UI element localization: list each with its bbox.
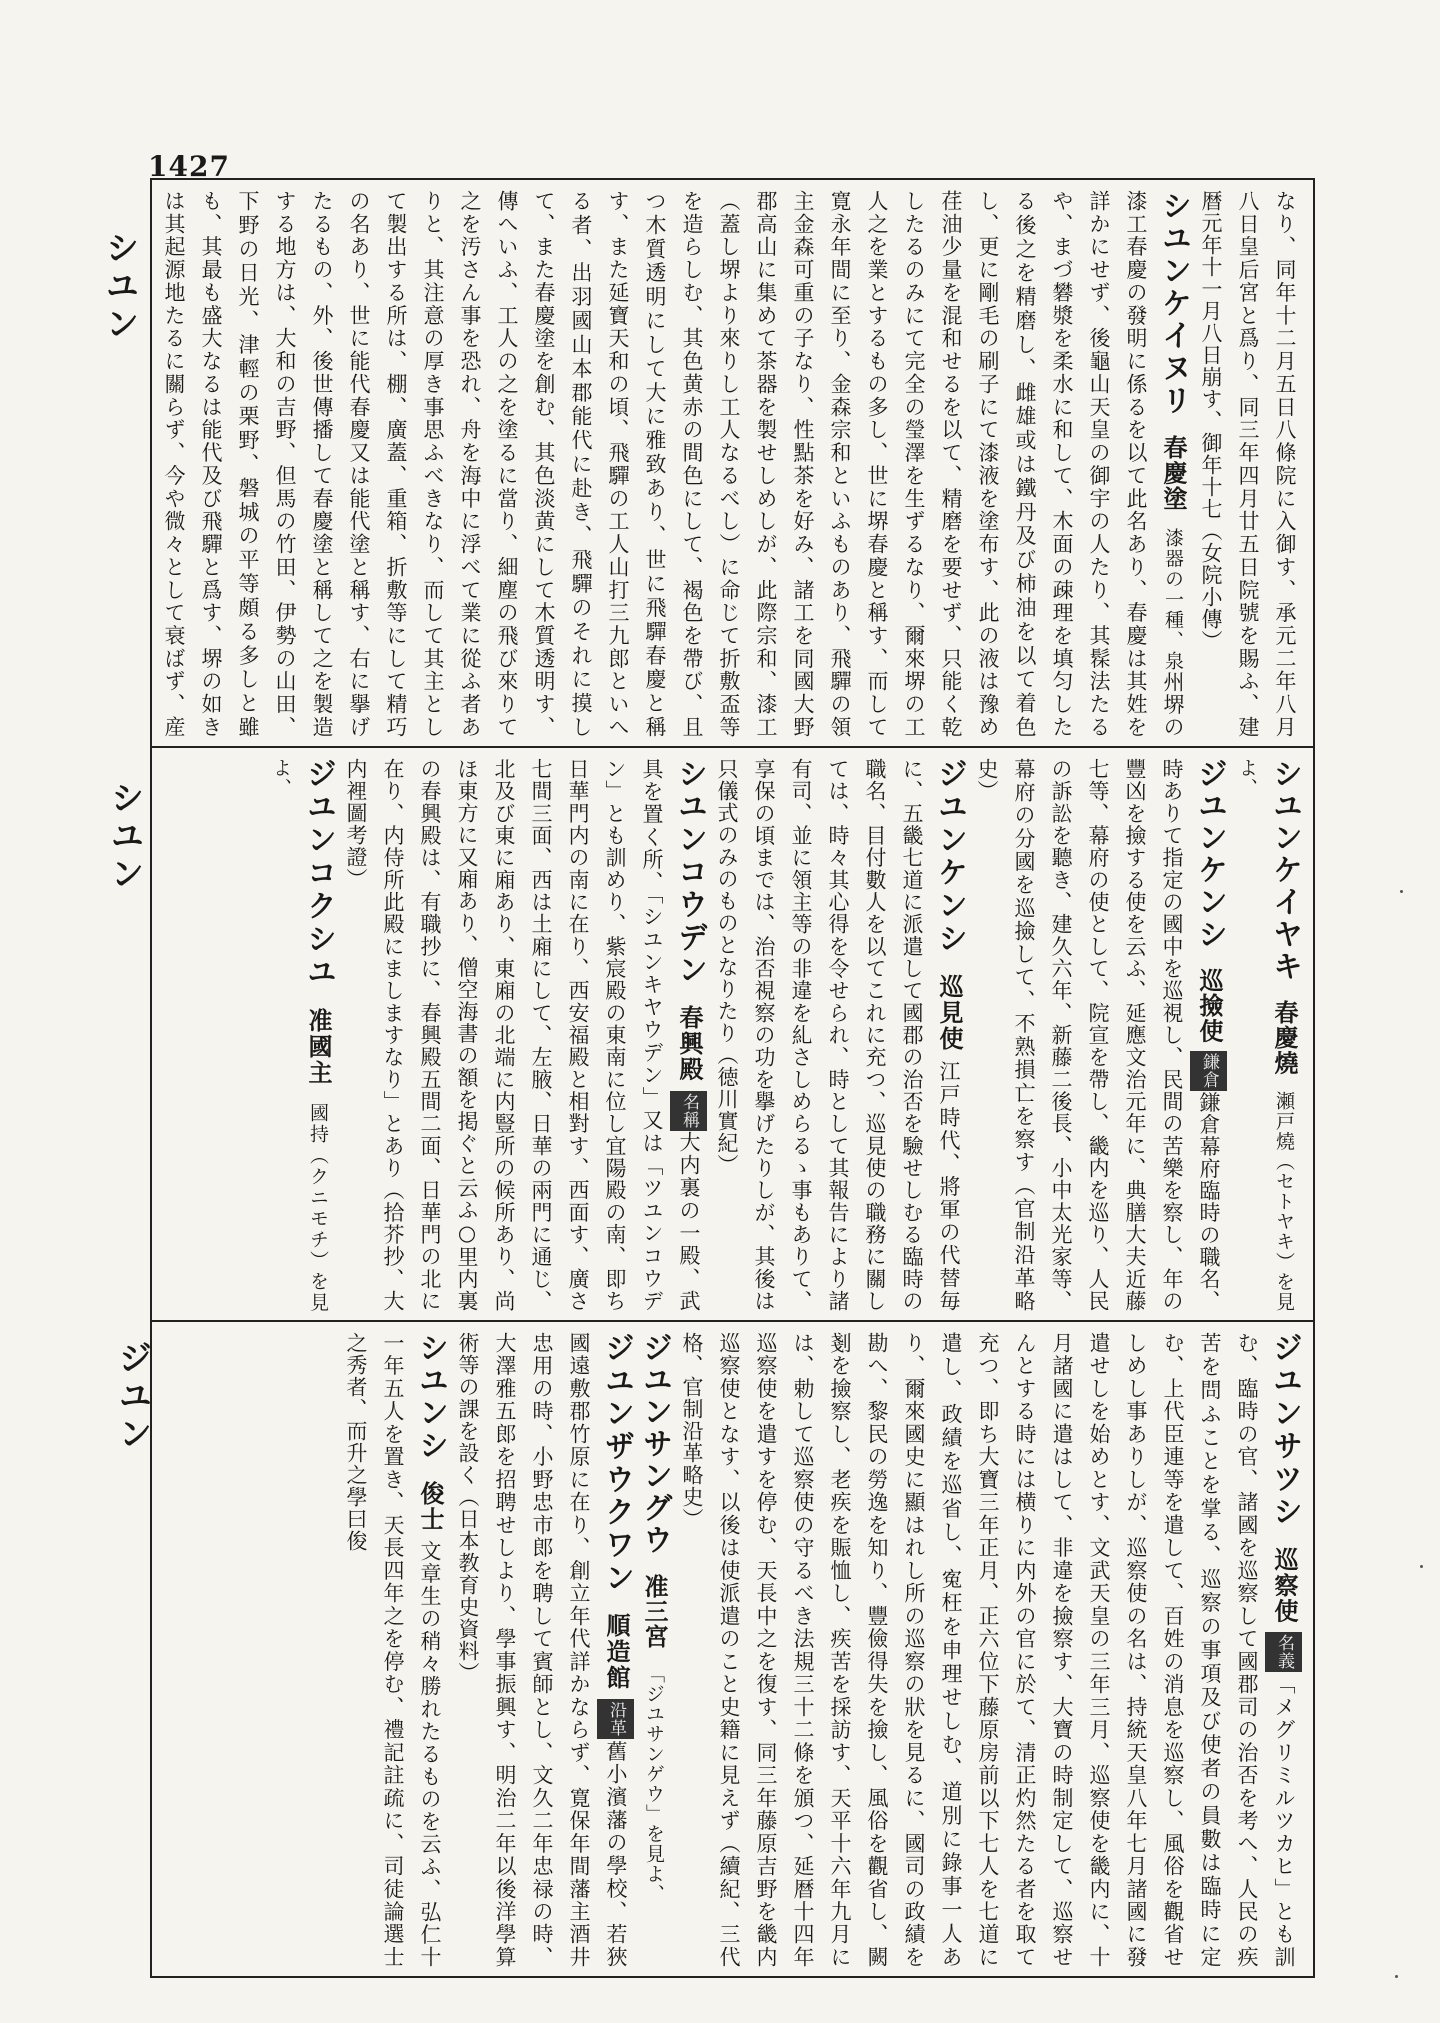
entry-reading: 國持（クニモチ）を見よ、 <box>270 758 329 1312</box>
entry-kanji: 春慶燒 <box>1270 1000 1299 1076</box>
entry-junzoukan <box>449 1332 635 1968</box>
tier-top-columns <box>162 190 1303 738</box>
entry-headword: ジユンサツシ <box>1267 1332 1302 1529</box>
entry-kanji: 順造館 <box>602 1613 631 1691</box>
entry-text: 州堺の漆工春慶の發明に係るを以て此名あり、春慶は其姓を詳かにせず、後龜山天皇の御宇の人たり、其髹法たるや、まづ礬漿を柔水に和して、木面の疎理を填匀したる後之を精磨し、雌雄或は鐵丹及び柿油を以て着色し、更に剛毛の刷子にて漆液を塗布す、此の液は豫め荏油少量を混和せるを以て、精磨を要せず、只能く乾したるのみにて完全の瑩澤を生ずるなり、爾來堺の工人之を業とするもの多し、世に堺春慶と稱す、而して寛永年間に至り、金森宗和といふものあり、飛驒の領主金森可重の子なり、性點茶を好み、諸工を同國大野郡高山に集めて茶器を製せしめしが、此際宗和、漆工（蓋し堺より來りし工人なるべし）に命じて折敷盃等を造らしむ、其色黄赤の間色にして、褐色を帶び、且つ木質透明にして大に雅致あり、世に飛驒春慶と稱す、また延寶天和の頃、飛驒の工人山打三九郎といへる者、出羽國山本郡能代に赴き、飛驒のそれに摸して、また春慶塗を創む、其色淡黄にして木質透明す、傳へいふ、工人の之を塗るに當り、細塵の飛び來りて之を汚さん事を恐れ、舟を海中に浮べて業に從ふ者ありと、其注意の厚き事思ふべきなり、而して其主として製出する所は、棚、廣蓋、重箱、折敷等にして精巧の名あり、世に能代春慶又は能代塗と稱す、右に擧げたるもの、外、後世傳播して春慶塗と稱して之を製造する地方は、大和の吉野、但馬の竹田、伊勢の山田、下野の日光、津輕の栗野、磐城の平等頗る多しと雖も、其最も盛大なるは能代及び飛驒と爲す、堺の如きは其起源地たるに關らず、今や微々として衰ばず、産 <box>162 190 1185 738</box>
entry-junsatsushi <box>673 1332 1303 1968</box>
entry-junken-shi-kamakura <box>968 758 1228 1312</box>
entry-tag: 沿革 <box>597 1699 634 1739</box>
entry-headword: ジユンサングウ <box>637 1332 672 1556</box>
entry-headword: ジユンザウクワン <box>599 1332 634 1595</box>
entry-kanji: 巡察使 <box>1270 1546 1299 1625</box>
side-label-bottom: ジユン <box>112 1340 152 1454</box>
entry-headword: ジユンケンシ <box>1192 758 1227 951</box>
entry-continuation <box>1192 190 1303 738</box>
page-number: 1427 <box>148 150 230 183</box>
entry-text: 舊小濱藩の學校、若狹國遠敷郡竹原に在り、創立年代詳かならず、寛保年間藩主酒井忠用の時、小野忠市郎を聘して賓師とし、文久二年忠禄の時、大澤雅五郎を招聘せしより、學事振興す、明治二年以後洋學算術等の課を設く（日本教育史資料） <box>456 1332 628 1968</box>
entry-text: 「メグリミルツカヒ」とも訓む、臨時の官、諸國を巡察して國郡司の治否を考へ、人民の疾苦を問ふことを掌る、巡察の事項及び使者の員數は臨時に定む、上代臣連等を遣して、百姓の消息を巡察し、風俗を觀省せしめし事ありしが、巡察使の名は、持統天皇八年七月諸國に發遣せしを始めとす、文武天皇の三年三月、巡察使を畿内に、十月諸國に遣はして、非違を撿察す、大寶の時制定して、巡察せんとする時には横りに内外の官に於て、清正灼然たる者を取て充つ、即ち大寶三年正月、正六位下藤原房前以下七人を七道に遣し、政績を巡省し、寃枉を申理せしむ、道別に錄事一人あり、爾來國史に顯はれし所の巡察の狀を見るに、國司の政績を勘へ、黎民の勞逸を知り、豐儉得失を撿し、風俗を觀省し、闕剗を撿察し、老疾を賑恤し、疾苦を採訪す、天平十六年九月には、勅して巡察使の守るべき法規三十二條を頒つ、延暦十四年巡察使を遣すを停む、天長中之を復す、同三年藤原吉野を畿内巡察使となす、以後は使派遣のこと史籍に見えず（續紀、三代格、官制沿革略史） <box>680 1332 1296 1968</box>
tier-bottom-columns <box>162 1332 1303 1968</box>
entry-junken-shi-edo <box>708 758 968 1312</box>
entry-kanji: 巡撿使 <box>1195 968 1224 1044</box>
entry-kanji: 春興殿 <box>675 1005 704 1083</box>
entry-reading: 漆器の一種、泉 <box>1162 527 1184 672</box>
entry-shunkei-nuri <box>162 190 1192 738</box>
entry-headword: シユンケイヌリ <box>1156 190 1191 418</box>
tier-bottom <box>152 1320 1313 1976</box>
scan-speck <box>1395 1975 1398 1978</box>
dictionary-page-frame <box>150 178 1315 1978</box>
entry-kanji: 春慶塗 <box>1159 435 1188 512</box>
entry-reading: 瀬戸燒（セトヤキ）を見よ、 <box>1236 758 1295 1312</box>
entry-text: なり、同年十二月五日八條院に入御す、承元二年八月八日皇后宮と爲り、同三年四月廿五日院號を賜ふ、建暦元年十一月八日崩す、御年十七（女院小傳） <box>1199 190 1297 738</box>
scan-speck <box>1400 890 1403 893</box>
entry-shunkouden <box>337 758 708 1312</box>
entry-kanji: 准國主 <box>304 1007 333 1087</box>
entry-text: 大内裏の一殿、武具を置く所、「シユンキヤウデン」又は「ツユンコウデン」とも訓めり、紫宸殿の東南に位し宜陽殿の南、即ち日華門内の南に在り、西安福殿と相對す、西面す、廣さ七間三面、西は土廂にして、左腋、日華の兩門に通じ、北及び東に廂あり、東廂の北端に内豎所の候所あり、尚ほ東方に又廂あり、僧空海書の額を掲ぐと云ふ○里内裏の春興殿は、有職抄に、春興殿五間二面、日華門の北に在り、内侍所此殿にましますなり」とあり（拾芥抄、大内裡圖考證） <box>344 758 701 1312</box>
side-label-top: シユン <box>99 230 139 344</box>
entry-tag: 鎌倉 <box>1190 1051 1227 1091</box>
side-label-middle: シユン <box>104 780 144 894</box>
tier-middle <box>152 746 1313 1320</box>
tier-top <box>152 180 1313 746</box>
entry-jun-sangu <box>635 1332 673 1968</box>
entry-kanji: 巡見使 <box>935 974 964 1053</box>
entry-shunshi <box>337 1332 449 1968</box>
entry-headword: シユンケイヤキ <box>1267 758 1302 983</box>
entry-text: 鎌倉幕府臨時の職名、時ありて指定の國中を巡視し、民間の苦樂を察し、年の豐凶を撿する使を云ふ、延應文治元年に、典膳大夫近藤七等、幕府の使として、院宣を帶し、畿内を巡り、人民の訴訟を聽き、建久六年、新藤二後長、小中太光家等、幕府の分國を巡撿して、不熟損亡を察す（官制沿革略史） <box>975 758 1221 1312</box>
entry-kanji: 俊士 <box>416 1480 445 1532</box>
entry-headword: ジユンケンシ <box>932 758 967 956</box>
entry-shunkei-yaki <box>1228 758 1303 1312</box>
entry-tag: 名義 <box>1265 1632 1302 1672</box>
entry-reading: 「ジユサンゲウ」を見よ、 <box>643 1664 665 1905</box>
entry-headword: ジユンコクシユ <box>301 758 336 990</box>
entry-text: 江戸時代、將軍の代替毎に、五畿七道に派遣して國郡の治否を驗せしむる臨時の職名、目付數人を以てこれに充つ、巡見使の職務に關しては、時々其心得を令せられ、時として其報告により諸有司、並に領主等の非違を糺さしめらるゝ事もありて、享保の頃までは、治否視察の功を擧げたりしが、其後は只儀式のみのものとなりたり（徳川實紀） <box>715 758 961 1312</box>
entry-headword: シユンコウデン <box>672 758 707 987</box>
entry-kanji: 准三宮 <box>640 1573 669 1649</box>
tier-middle-columns <box>162 758 1303 1312</box>
entry-tag: 名稱 <box>670 1091 707 1131</box>
entry-headword: シユンシ <box>413 1332 448 1463</box>
entry-text: 文章生の稍々勝れたるものを云ふ、弘仁十一年五人を置き、天長四年之を停む、禮記註疏に、司徒論選士之秀者、而升之學曰俊 <box>344 1332 442 1968</box>
entry-junkokushu <box>262 758 337 1312</box>
scan-speck <box>1420 1565 1423 1568</box>
